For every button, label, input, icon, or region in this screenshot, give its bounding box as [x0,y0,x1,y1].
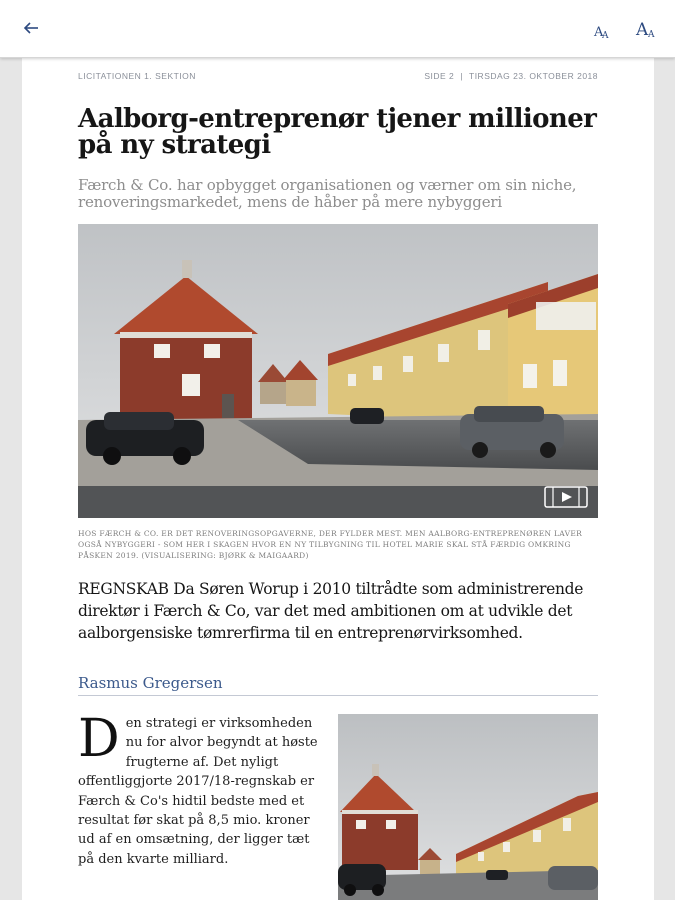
top-toolbar [0,0,675,58]
publish-date: TIRSDAG 23. OKTOBER 2018 [469,71,598,81]
video-play-icon[interactable] [544,486,588,508]
page-number: SIDE 2 [424,71,455,81]
author-byline[interactable]: Rasmus Gregersen [78,674,223,692]
inline-photo [338,714,598,900]
font-size-decrease-button[interactable] [590,18,618,42]
inline-image[interactable] [338,714,598,900]
video-play-glyph [544,486,588,508]
drop-cap: D [78,714,120,769]
hero-photo [78,224,598,518]
font-large-glyph: A [636,20,649,40]
font-size-increase-button[interactable] [633,16,663,42]
hero-image[interactable] [78,224,598,518]
page-meta [424,71,598,81]
font-small-glyph: A [594,25,604,40]
back-arrow-icon [16,14,48,46]
font-large-glyph-sub: A [648,30,655,40]
byline-divider [78,695,598,696]
subheadline: Færch & Co. har opbygget organisationen og værner om sin niche, renoveringsmarkedet, mens de håber på mere nybyggeri [78,176,577,211]
back-button[interactable] [16,14,48,46]
meta-separator: | [460,71,463,81]
body-text-column [78,714,320,894]
font-size-increase-icon [633,16,663,42]
section-label: LICITATIONEN 1. SEKTION [78,71,196,81]
photo-caption: HOS FÆRCH & CO. ER DET RENOVERINGSOPGAVERNE, DER FYLDER MEST. MEN AALBORG-ENTREPRENØREN LAVER OGSÅ NYBYGGERI - SOM HER I SKAGEN HVOR EN NY TILBYGNING TIL HOTEL MARIE SKAL STÅ FÆRDIG OMKRING PÅSKEN 2019. (VISUALISERING: BJØRK & MAIGAARD) [78,529,583,560]
lead-paragraph: REGNSKAB Da Søren Worup i 2010 tiltrådte som administrerende direktør i Færch & Co, var det med ambitionen om at udvikle det aalborgensiske tømrerfirma til en entreprenørvirksomhed. [78,580,584,642]
font-small-glyph-sub: A [602,31,609,41]
headline: Aalborg-entreprenør tjener millioner på ny strategi [78,104,597,160]
article-page [22,58,654,900]
font-size-decrease-icon [590,18,618,42]
body-paragraph: en strategi er virksomheden nu for alvor begyndt at høste frugterne af. Det nyligt offentliggjorte 2017/18-regnskab er Færch & Co's hidtil bedste med et resultat før skat på 8,5 mio. kroner ud af en omsætning, der ligger tæt på den kvarte milliard. [78,716,318,867]
